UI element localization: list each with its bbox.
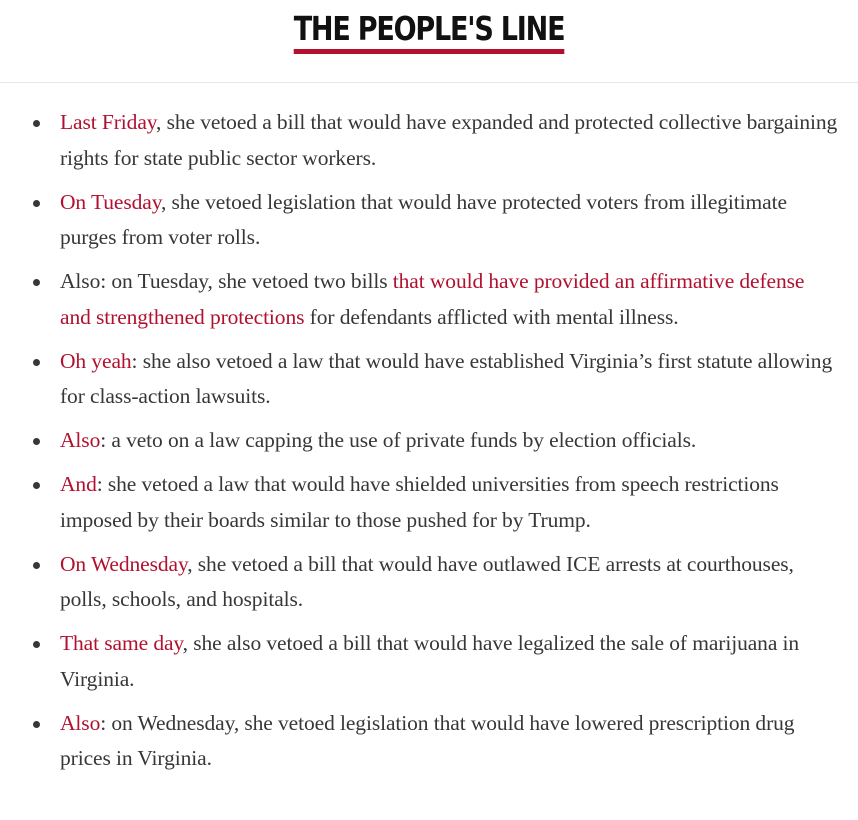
veto-list (0, 105, 858, 777)
item-text: : she also vetoed a law that would have established Virginia’s first statute allowing for class-action lawsuits. (60, 348, 833, 408)
site-header (0, 0, 858, 83)
item-text: for defendants afflicted with mental illness. (304, 304, 679, 329)
bullet-dot (33, 721, 40, 728)
list-item (0, 626, 858, 697)
article-body (0, 83, 858, 785)
item-text: : she vetoed a law that would have shielded universities from speech restrictions imposed by their boards similar to those pushed for by Trump. (60, 472, 779, 532)
item-text: : on Wednesday, she vetoed legislation that would have lowered prescription drug prices in Virginia. (60, 710, 795, 770)
inline-link[interactable]: On Tuesday (60, 189, 161, 214)
inline-link[interactable]: Last Friday (60, 110, 157, 134)
bullet-dot (33, 641, 40, 648)
item-text-lead: Also: on Tuesday, she vetoed two bills (60, 269, 393, 293)
bullet-dot (33, 482, 40, 489)
logo[interactable] (0, 10, 858, 54)
item-text: , she also vetoed a bill that would have legalized the sale of marijuana in Virginia. (60, 631, 800, 691)
list-item (0, 423, 858, 459)
item-text: , she vetoed a bill that would have expanded and protected collective bargaining rights for state public sector workers. (60, 110, 838, 170)
inline-link[interactable]: On Wednesday (60, 551, 188, 576)
list-item (0, 344, 858, 415)
bullet-dot (33, 120, 40, 127)
inline-link[interactable]: Also (60, 428, 101, 452)
list-item (0, 105, 858, 176)
list-item (0, 185, 858, 256)
inline-link[interactable]: And (60, 472, 97, 496)
bullet-dot (33, 359, 40, 366)
inline-link[interactable]: That same day (60, 631, 183, 655)
bullet-dot (33, 438, 40, 445)
bullet-dot (33, 200, 40, 207)
bullet-dot (33, 279, 40, 286)
site-logo-link[interactable]: THE PEOPLE'S LINE (294, 10, 565, 54)
list-item (0, 264, 858, 335)
inline-link[interactable]: Oh yeah (60, 348, 132, 373)
inline-link[interactable]: Also (60, 710, 101, 735)
bullet-dot (33, 562, 40, 569)
item-text: , she vetoed a bill that would have outlawed ICE arrests at courthouses, polls, schools, and hospitals. (60, 551, 794, 611)
list-item (0, 547, 858, 618)
item-text: : a veto on a law capping the use of private funds by election officials. (100, 428, 697, 452)
item-text: , she vetoed legislation that would have protected voters from illegitimate purges from voter rolls. (60, 189, 787, 249)
list-item (0, 706, 858, 777)
inline-link[interactable]: that would have provided an affirmative defense and strengthened protections (60, 269, 805, 329)
list-item (0, 467, 858, 538)
